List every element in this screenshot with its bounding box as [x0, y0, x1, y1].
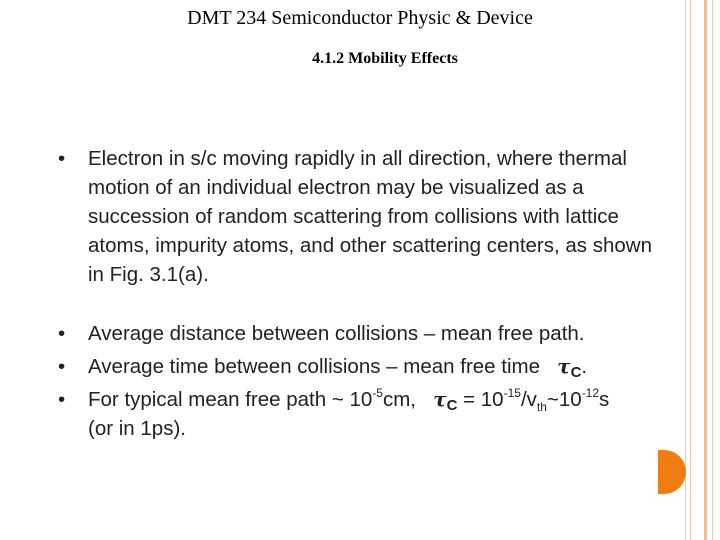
bullet-dot: • — [58, 147, 66, 170]
decorative-border-line — [690, 0, 691, 540]
bullet-text: Average time between collisions – mean free time — [88, 355, 540, 378]
bullet-text: /v — [520, 388, 537, 411]
subscript: th — [536, 400, 547, 414]
bullet-item-typical-values — [58, 385, 658, 443]
decorative-border-line — [704, 0, 707, 540]
sentence-end: . — [581, 355, 588, 378]
exponent: -15 — [503, 386, 521, 400]
bullet-list — [58, 144, 658, 443]
exponent: -12 — [581, 386, 600, 400]
bullet-text: ~10 — [546, 388, 582, 411]
bullet-dot: • — [58, 355, 66, 378]
decorative-border-line — [685, 0, 686, 540]
bullet-item-mean-free-path — [58, 319, 658, 348]
bullet-text: For typical mean free path ~ 10 — [88, 388, 373, 411]
slide-header-title: DMT 234 Semiconductor Physic & Device — [187, 7, 533, 29]
bullet-text: = 10 — [457, 388, 504, 411]
bullet-text: Average distance between collisions – mean free path. — [88, 322, 585, 345]
bullet-text: cm, — [382, 388, 417, 411]
section-title: 4.1.2 Mobility Effects — [312, 50, 458, 67]
bullet-dot: • — [58, 322, 66, 345]
bullet-item-mean-free-time — [58, 352, 658, 381]
bullet-item-thermal-motion — [58, 144, 658, 289]
tau-symbol: $\tau_C$ — [433, 387, 458, 414]
bullet-text-continued: (or in 1ps). — [88, 417, 186, 440]
bullet-text: s — [599, 388, 610, 411]
decorative-half-circle — [658, 450, 686, 494]
exponent: -5 — [372, 386, 383, 400]
bullet-dot: • — [58, 388, 66, 411]
tau-symbol: $\tau_C$ — [557, 354, 582, 381]
decorative-border-line — [712, 0, 713, 540]
bullet-text: Electron in s/c moving rapidly in all direction, where thermal motion of an individual electron may be visualized as a succession of random scattering from collisions with lattice atoms, impurity atoms, and other scattering centers, as shown in Fig. 3.1(a). — [88, 147, 653, 286]
